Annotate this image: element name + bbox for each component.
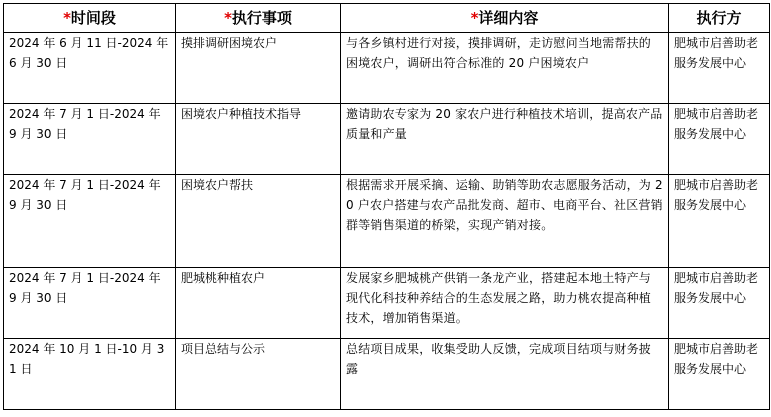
task-cell: 项目总结与公示 [176, 339, 341, 410]
table-header-row [4, 4, 770, 33]
detail-cell: 与各乡镇村进行对接，摸排调研，走访慰问当地需帮扶的困境农户，调研出符合标准的 20 户困境农户 [341, 33, 669, 104]
table-row [4, 33, 770, 104]
header-executor [669, 4, 770, 33]
table-row [4, 268, 770, 339]
project-schedule-table [3, 3, 770, 410]
executor-cell: 肥城市启善助老服务发展中心 [669, 175, 770, 268]
task-cell: 困境农户种植技术指导 [176, 104, 341, 175]
task-cell: 摸排调研困境农户 [176, 33, 341, 104]
period-cell: 2024 年 6 月 11 日-2024 年 6 月 30 日 [4, 33, 176, 104]
period-cell: 2024 年 7 月 1 日-2024 年 9 月 30 日 [4, 175, 176, 268]
executor-cell: 肥城市启善助老服务发展中心 [669, 33, 770, 104]
table-row [4, 104, 770, 175]
period-cell: 2024 年 10 月 1 日-10 月 31 日 [4, 339, 176, 410]
required-mark: * [224, 9, 232, 27]
header-label: 执行方 [696, 9, 742, 27]
task-cell: 困境农户帮扶 [176, 175, 341, 268]
period-cell: 2024 年 7 月 1 日-2024 年 9 月 30 日 [4, 104, 176, 175]
required-mark: * [470, 9, 479, 27]
header-task [176, 4, 341, 33]
table-row [4, 339, 770, 410]
header-period [4, 4, 176, 33]
detail-cell: 总结项目成果，收集受助人反馈，完成项目结项与财务披露 [341, 339, 669, 410]
required-mark: * [63, 9, 71, 27]
header-label: 详细内容 [478, 9, 539, 27]
header-detail [341, 4, 669, 33]
detail-cell: 发展家乡肥城桃产供销一条龙产业，搭建起本地土特产与现代化科技种养结合的生态发展之路，助力桃农提高种植技术，增加销售渠道。 [341, 268, 669, 339]
detail-cell: 根据需求开展采摘、运输、助销等助农志愿服务活动，为 20 户农户搭建与农产品批发商、超市、电商平台、社区营销群等销售渠道的桥梁，实现产销对接。 [341, 175, 669, 268]
header-label: 执行事项 [231, 9, 292, 27]
period-cell: 2024 年 7 月 1 日-2024 年 9 月 30 日 [4, 268, 176, 339]
task-cell: 肥城桃种植农户 [176, 268, 341, 339]
table-row [4, 175, 770, 268]
executor-cell: 肥城市启善助老服务发展中心 [669, 104, 770, 175]
detail-cell: 邀请助农专家为 20 家农户进行种植技术培训，提高农产品质量和产量 [341, 104, 669, 175]
executor-cell: 肥城市启善助老服务发展中心 [669, 268, 770, 339]
executor-cell: 肥城市启善助老服务发展中心 [669, 339, 770, 410]
header-label: 时间段 [70, 9, 116, 27]
